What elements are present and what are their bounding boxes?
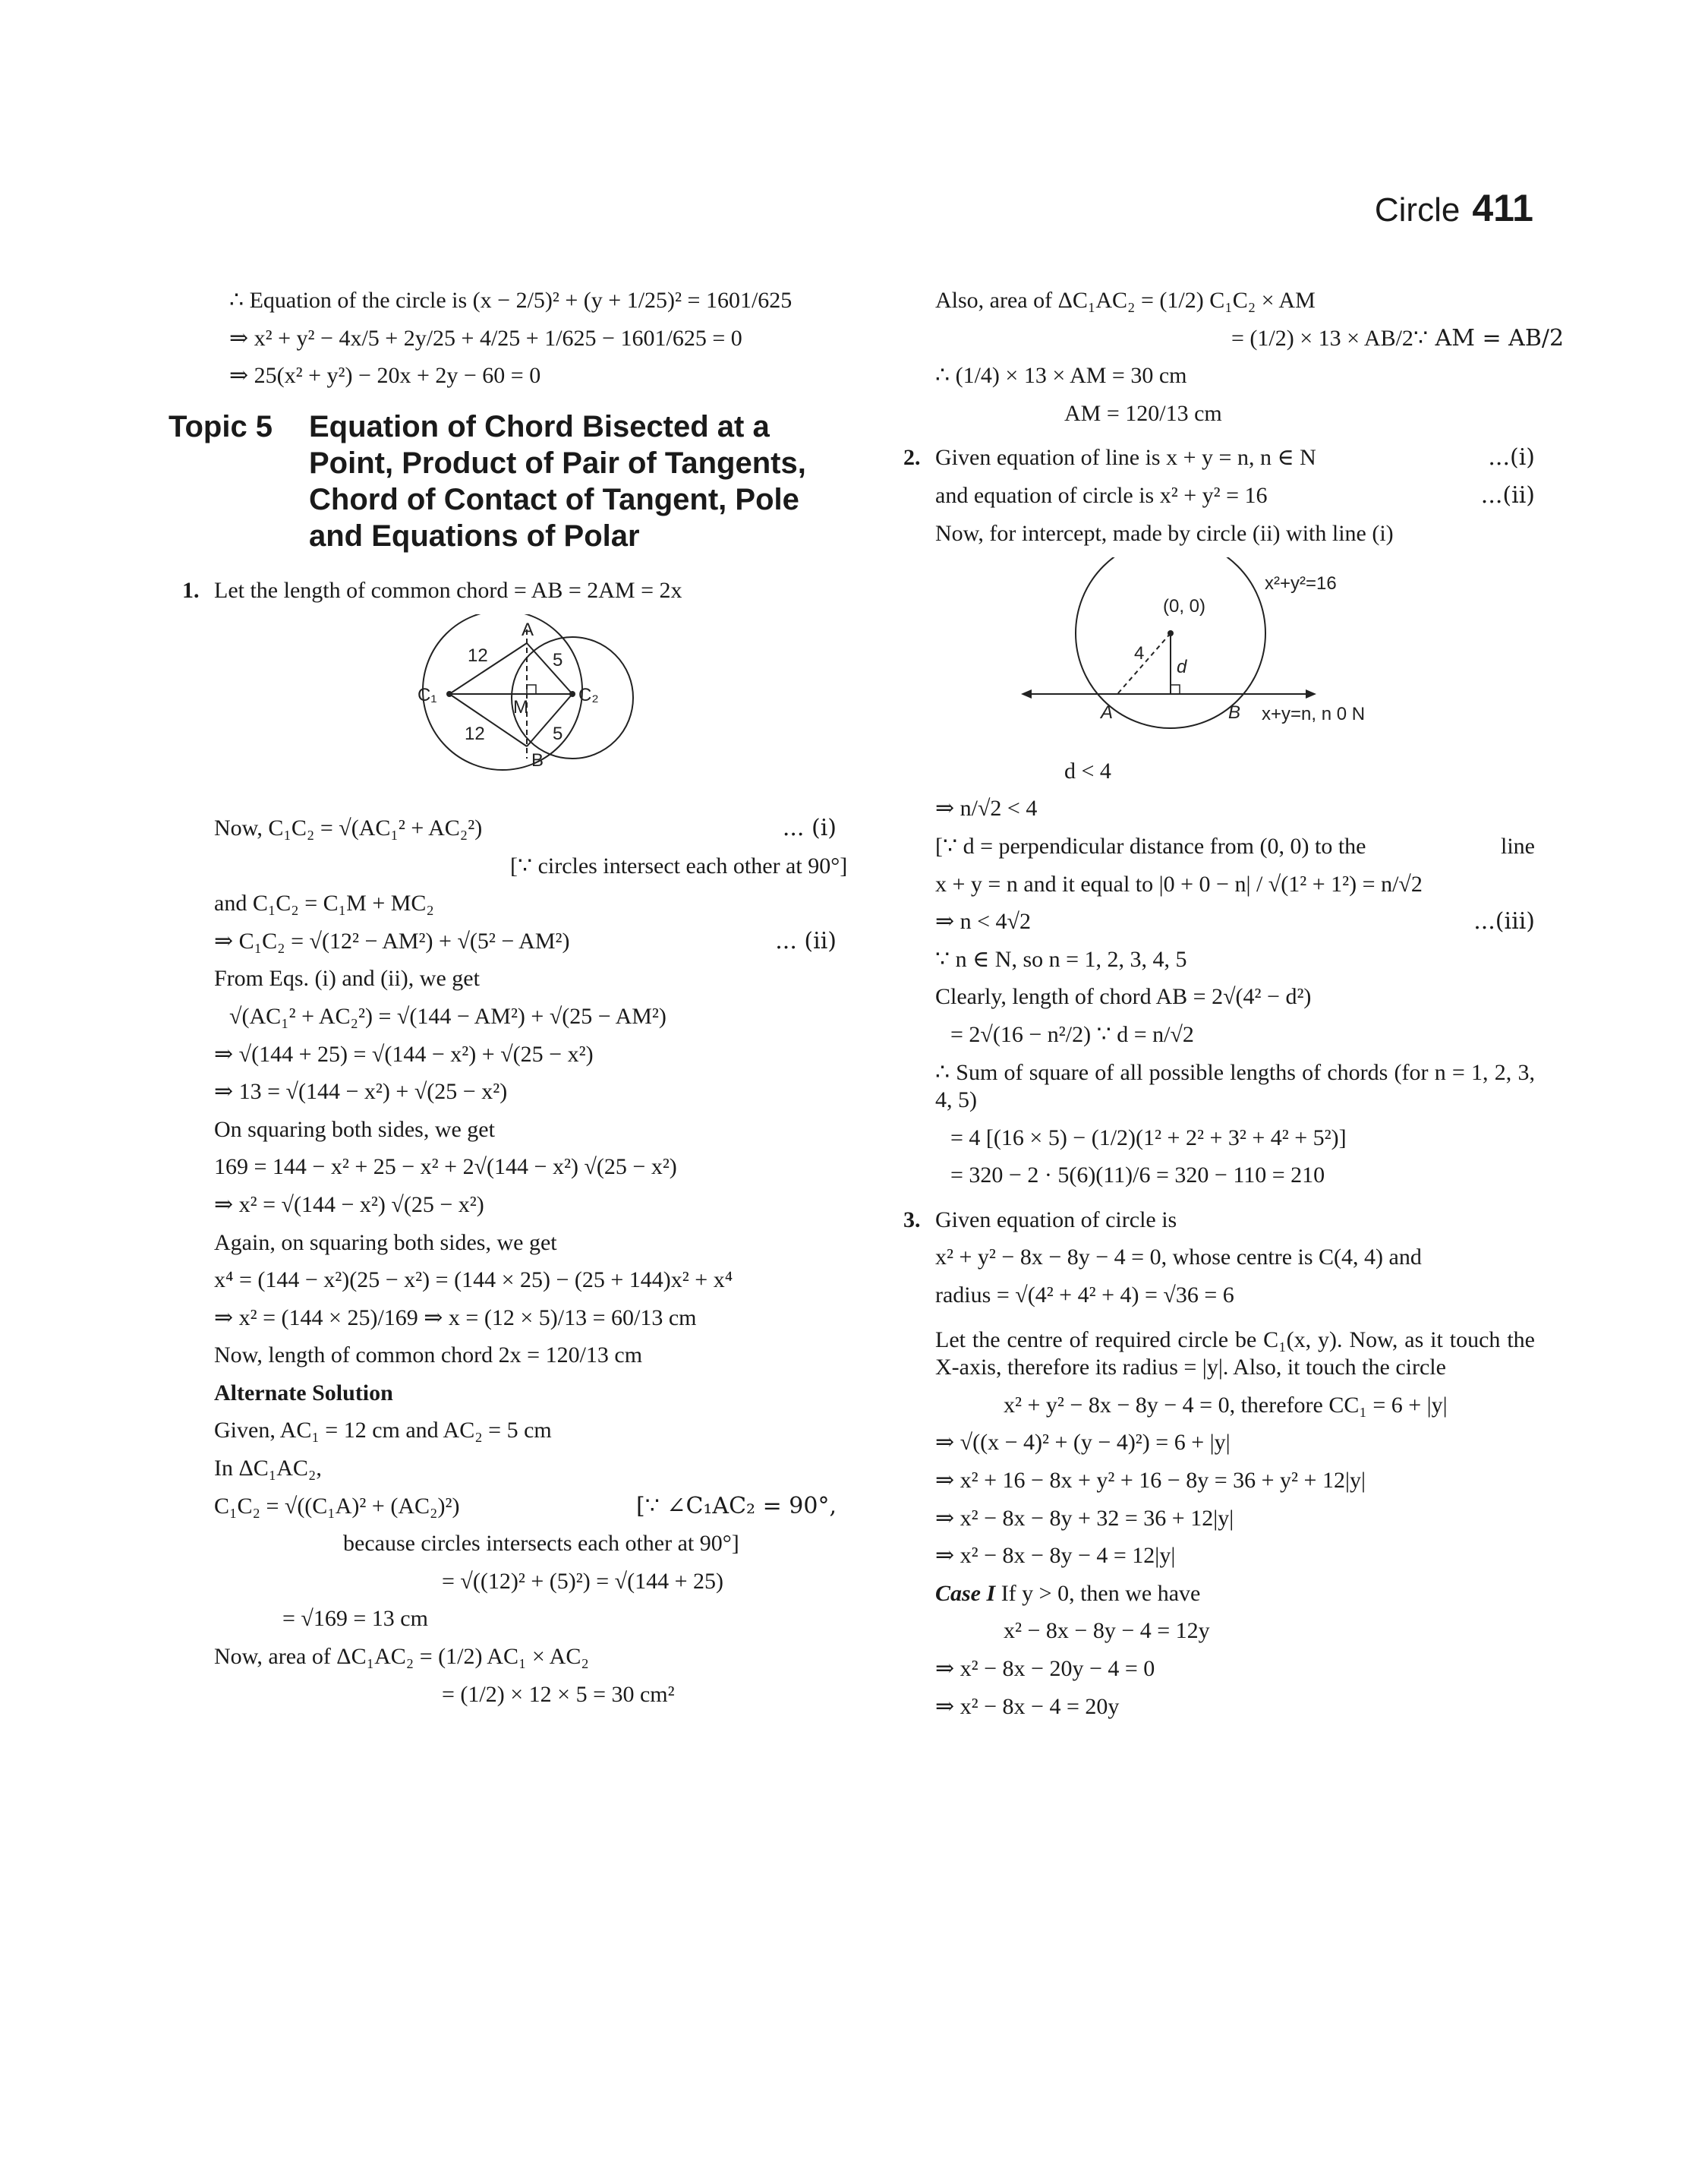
circle-c2: [512, 637, 633, 759]
question-number: 1.: [182, 577, 200, 603]
equation-line: = √169 = 13 cm: [282, 1606, 428, 1632]
equation-line: ⇒ √((x − 4)² + (y − 4)²) = 6 + |y|: [935, 1430, 1231, 1456]
equation-line: ⇒ 13 = √(144 − x²) + √(25 − x²): [214, 1079, 508, 1105]
point-c1: [446, 691, 452, 697]
point-origin: [1168, 630, 1174, 636]
equation-line: ⇒ x² + y² − 4x/5 + 2y/25 + 4/25 + 1/625 − 1601/625 = 0: [229, 325, 742, 351]
left-column: [169, 287, 848, 1718]
segment: [527, 643, 572, 694]
equation-line: ⇒ 25(x² + y²) − 20x + 2y − 60 = 0: [229, 363, 541, 389]
equation-line: On squaring both sides, we get: [214, 1116, 495, 1142]
label-circle-equation: x²+y²=16: [1265, 573, 1337, 595]
equation-line: AM = 120/13 cm: [1064, 400, 1222, 426]
equation-line: because circles intersects each other at 90°]: [343, 1531, 739, 1557]
right-column: [903, 287, 1565, 1730]
equation-line: d < 4: [1064, 758, 1111, 784]
equation-line: ⇒ n < 4√2 ...(iii): [935, 908, 1535, 935]
label-12-bottom: 12: [465, 724, 485, 745]
arrow-right: [1306, 689, 1316, 699]
topic-heading: [169, 409, 837, 554]
equation-line: [∵ circles intersect each other at 90°]: [510, 853, 848, 879]
question-3: 3. Given equation of circle is x² + y² − 8x − 8y − 4 = 0, whose centre is C(4, 4) and radius = √(4² + 4² + 4) = √36 = 6: [903, 1207, 1422, 1308]
equation-line: From Eqs. (i) and (ii), we get: [214, 966, 480, 992]
equation-line: = (1/2) × 12 × 5 = 30 cm²: [442, 1681, 675, 1707]
label-m: M: [513, 697, 528, 718]
figure-circle-chord: [935, 557, 1535, 747]
equation-line: C₁C₂ = √((C₁A)² + (AC₂)²) [∵ ∠C₁AC₂ = 90°,: [214, 1492, 837, 1519]
case-label: Case I: [935, 1580, 996, 1606]
circle-c1: [423, 614, 582, 770]
label-a: A: [1101, 702, 1114, 724]
equation-line: ⇒ x² − 8x − 20y − 4 = 0: [935, 1656, 1155, 1681]
question-2: 2. Given equation of line is x + y = n, n ∈ N ...(i) and equation of circle is x² + y² = 16 ...(ii) Now, for intercept, made by circle (ii) with line (i): [903, 444, 1535, 546]
equation-line: Now, C₁C₂ = √(AC₁² + AC₂²) ... (i): [214, 814, 837, 841]
right-angle-mark: [1171, 685, 1180, 694]
label-b: B: [531, 750, 544, 771]
equation-line: In ΔC₁AC₂,: [214, 1456, 322, 1481]
chapter-title: Circle: [1374, 191, 1461, 229]
equation-line: = 2√(16 − n²/2) ∵ d = n/√2: [950, 1021, 1194, 1047]
equation-line: ⇒ n/√2 < 4: [935, 796, 1038, 822]
paragraph: ∴ Sum of square of all possible lengths of chords (for n = 1, 2, 3, 4, 5): [935, 1059, 1535, 1113]
equation-line: = 4 [(16 × 5) − (1/2)(1² + 2² + 3² + 4² + 5²)]: [950, 1125, 1347, 1150]
equation-line: [∵ d = perpendicular distance from (0, 0) to the line: [935, 833, 1535, 859]
label-origin: (0, 0): [1163, 596, 1206, 617]
equation-line: Clearly, length of chord AB = 2√(4² − d²): [935, 984, 1312, 1010]
arrow-left: [1021, 689, 1032, 699]
equation-line: ⇒ √(144 + 25) = √(144 − x²) + √(25 − x²): [214, 1041, 594, 1067]
question-number: 3.: [903, 1207, 921, 1232]
equation-line: = (1/2) × 13 × AB/2 ∵ AM = AB/2: [1231, 324, 1565, 352]
case-line: Case I If y > 0, then we have: [935, 1580, 1201, 1606]
equation-line: ⇒ x² = √(144 − x²) √(25 − x²): [214, 1191, 484, 1217]
label-c1: C₁: [418, 685, 437, 706]
equation-line: x² + y² − 8x − 8y − 4 = 0, therefore CC₁ = 6 + |y|: [1004, 1392, 1448, 1418]
topic-title: Equation of Chord Bisected at a Point, Product of Pair of Tangents, Chord of Contact of Tangent, Pole and Equations of Polar: [309, 409, 806, 553]
label-5-top: 5: [553, 650, 563, 671]
equation-line: ⇒ x² = (144 × 25)/169 ⇒ x = (12 × 5)/13 = 60/13 cm: [214, 1304, 697, 1330]
label-5-bottom: 5: [553, 724, 563, 745]
point-c2: [569, 691, 575, 697]
right-angle-mark: [527, 685, 536, 694]
equation-line: ⇒ x² − 8x − 4 = 20y: [935, 1693, 1120, 1719]
equation-line: Now, length of common chord 2x = 120/13 cm: [214, 1342, 643, 1368]
running-header: [1375, 186, 1533, 230]
label-b: B: [1228, 702, 1241, 724]
equation-line: and C₁C₂ = C₁M + MC₂: [214, 891, 434, 916]
paragraph: Let the centre of required circle be C₁(x, y). Now, as it touch the X-axis, therefore its radius = |y|. Also, it touch the circle: [935, 1327, 1535, 1380]
equation-line: 169 = 144 − x² + 25 − x² + 2√(144 − x²) √(25 − x²): [214, 1154, 677, 1180]
equation-line: ∴ (1/4) × 13 × AM = 30 cm: [935, 363, 1187, 389]
equation-line: x² − 8x − 8y − 4 = 12y: [1004, 1618, 1210, 1644]
label-radius: 4: [1134, 643, 1145, 664]
equation-line: ⇒ C₁C₂ = √(12² − AM²) + √(5² − AM²) ... (ii): [214, 927, 837, 954]
label-a: A: [522, 620, 534, 641]
equation-line: = √((12)² + (5)²) = √(144 + 25): [442, 1568, 724, 1594]
equation-line: Given, AC₁ = 12 cm and AC₂ = 5 cm: [214, 1418, 552, 1443]
equation-line: ⇒ x² + 16 − 8x + y² + 16 − 8y = 36 + y² + 12|y|: [935, 1468, 1366, 1494]
label-c2: C₂: [578, 685, 599, 706]
question-text: Let the length of common chord = AB = 2AM = 2x: [214, 577, 682, 603]
equation-line: = 320 − 2 · 5(6)(11)/6 = 320 − 110 = 210: [950, 1162, 1325, 1188]
figure-intersecting-circles: [214, 614, 837, 804]
question-number: 2.: [903, 445, 921, 471]
equation-line: x⁴ = (144 − x²)(25 − x²) = (144 × 25) − (25 + 144)x² + x⁴: [214, 1267, 733, 1293]
equation-line: ⇒ x² − 8x − 8y − 4 = 12|y|: [935, 1543, 1176, 1569]
segment: [449, 643, 527, 694]
label-d: d: [1177, 657, 1187, 678]
equation-line: Now, area of ΔC₁AC₂ = (1/2) AC₁ × AC₂: [214, 1644, 589, 1670]
equation-line: √(AC₁² + AC₂²) = √(144 − AM²) + √(25 − AM²): [229, 1003, 666, 1029]
alternate-solution-heading: Alternate Solution: [214, 1380, 393, 1405]
equation-line: ⇒ x² − 8x − 8y + 32 = 36 + 12|y|: [935, 1505, 1234, 1531]
equation-line: ∴ Equation of the circle is (x − 2/5)² + (y + 1/25)² = 1601/625: [229, 288, 793, 313]
radius-dashed: [1117, 633, 1171, 694]
label-12-top: 12: [468, 645, 488, 667]
equation-line: x + y = n and it equal to |0 + 0 − n| / √(1² + 1²) = n/√2: [935, 871, 1423, 897]
equation-line: Also, area of ΔC₁AC₂ = (1/2) C₁C₂ × AM: [935, 288, 1316, 313]
equation-line: Again, on squaring both sides, we get: [214, 1229, 557, 1255]
equation-line: ∵ n ∈ N, so n = 1, 2, 3, 4, 5: [935, 946, 1187, 972]
topic-label: Topic 5: [169, 409, 273, 443]
label-line-equation: x+y=n, n 0 N: [1262, 704, 1366, 725]
question-1: [182, 577, 837, 605]
page-number: 411: [1472, 187, 1533, 229]
